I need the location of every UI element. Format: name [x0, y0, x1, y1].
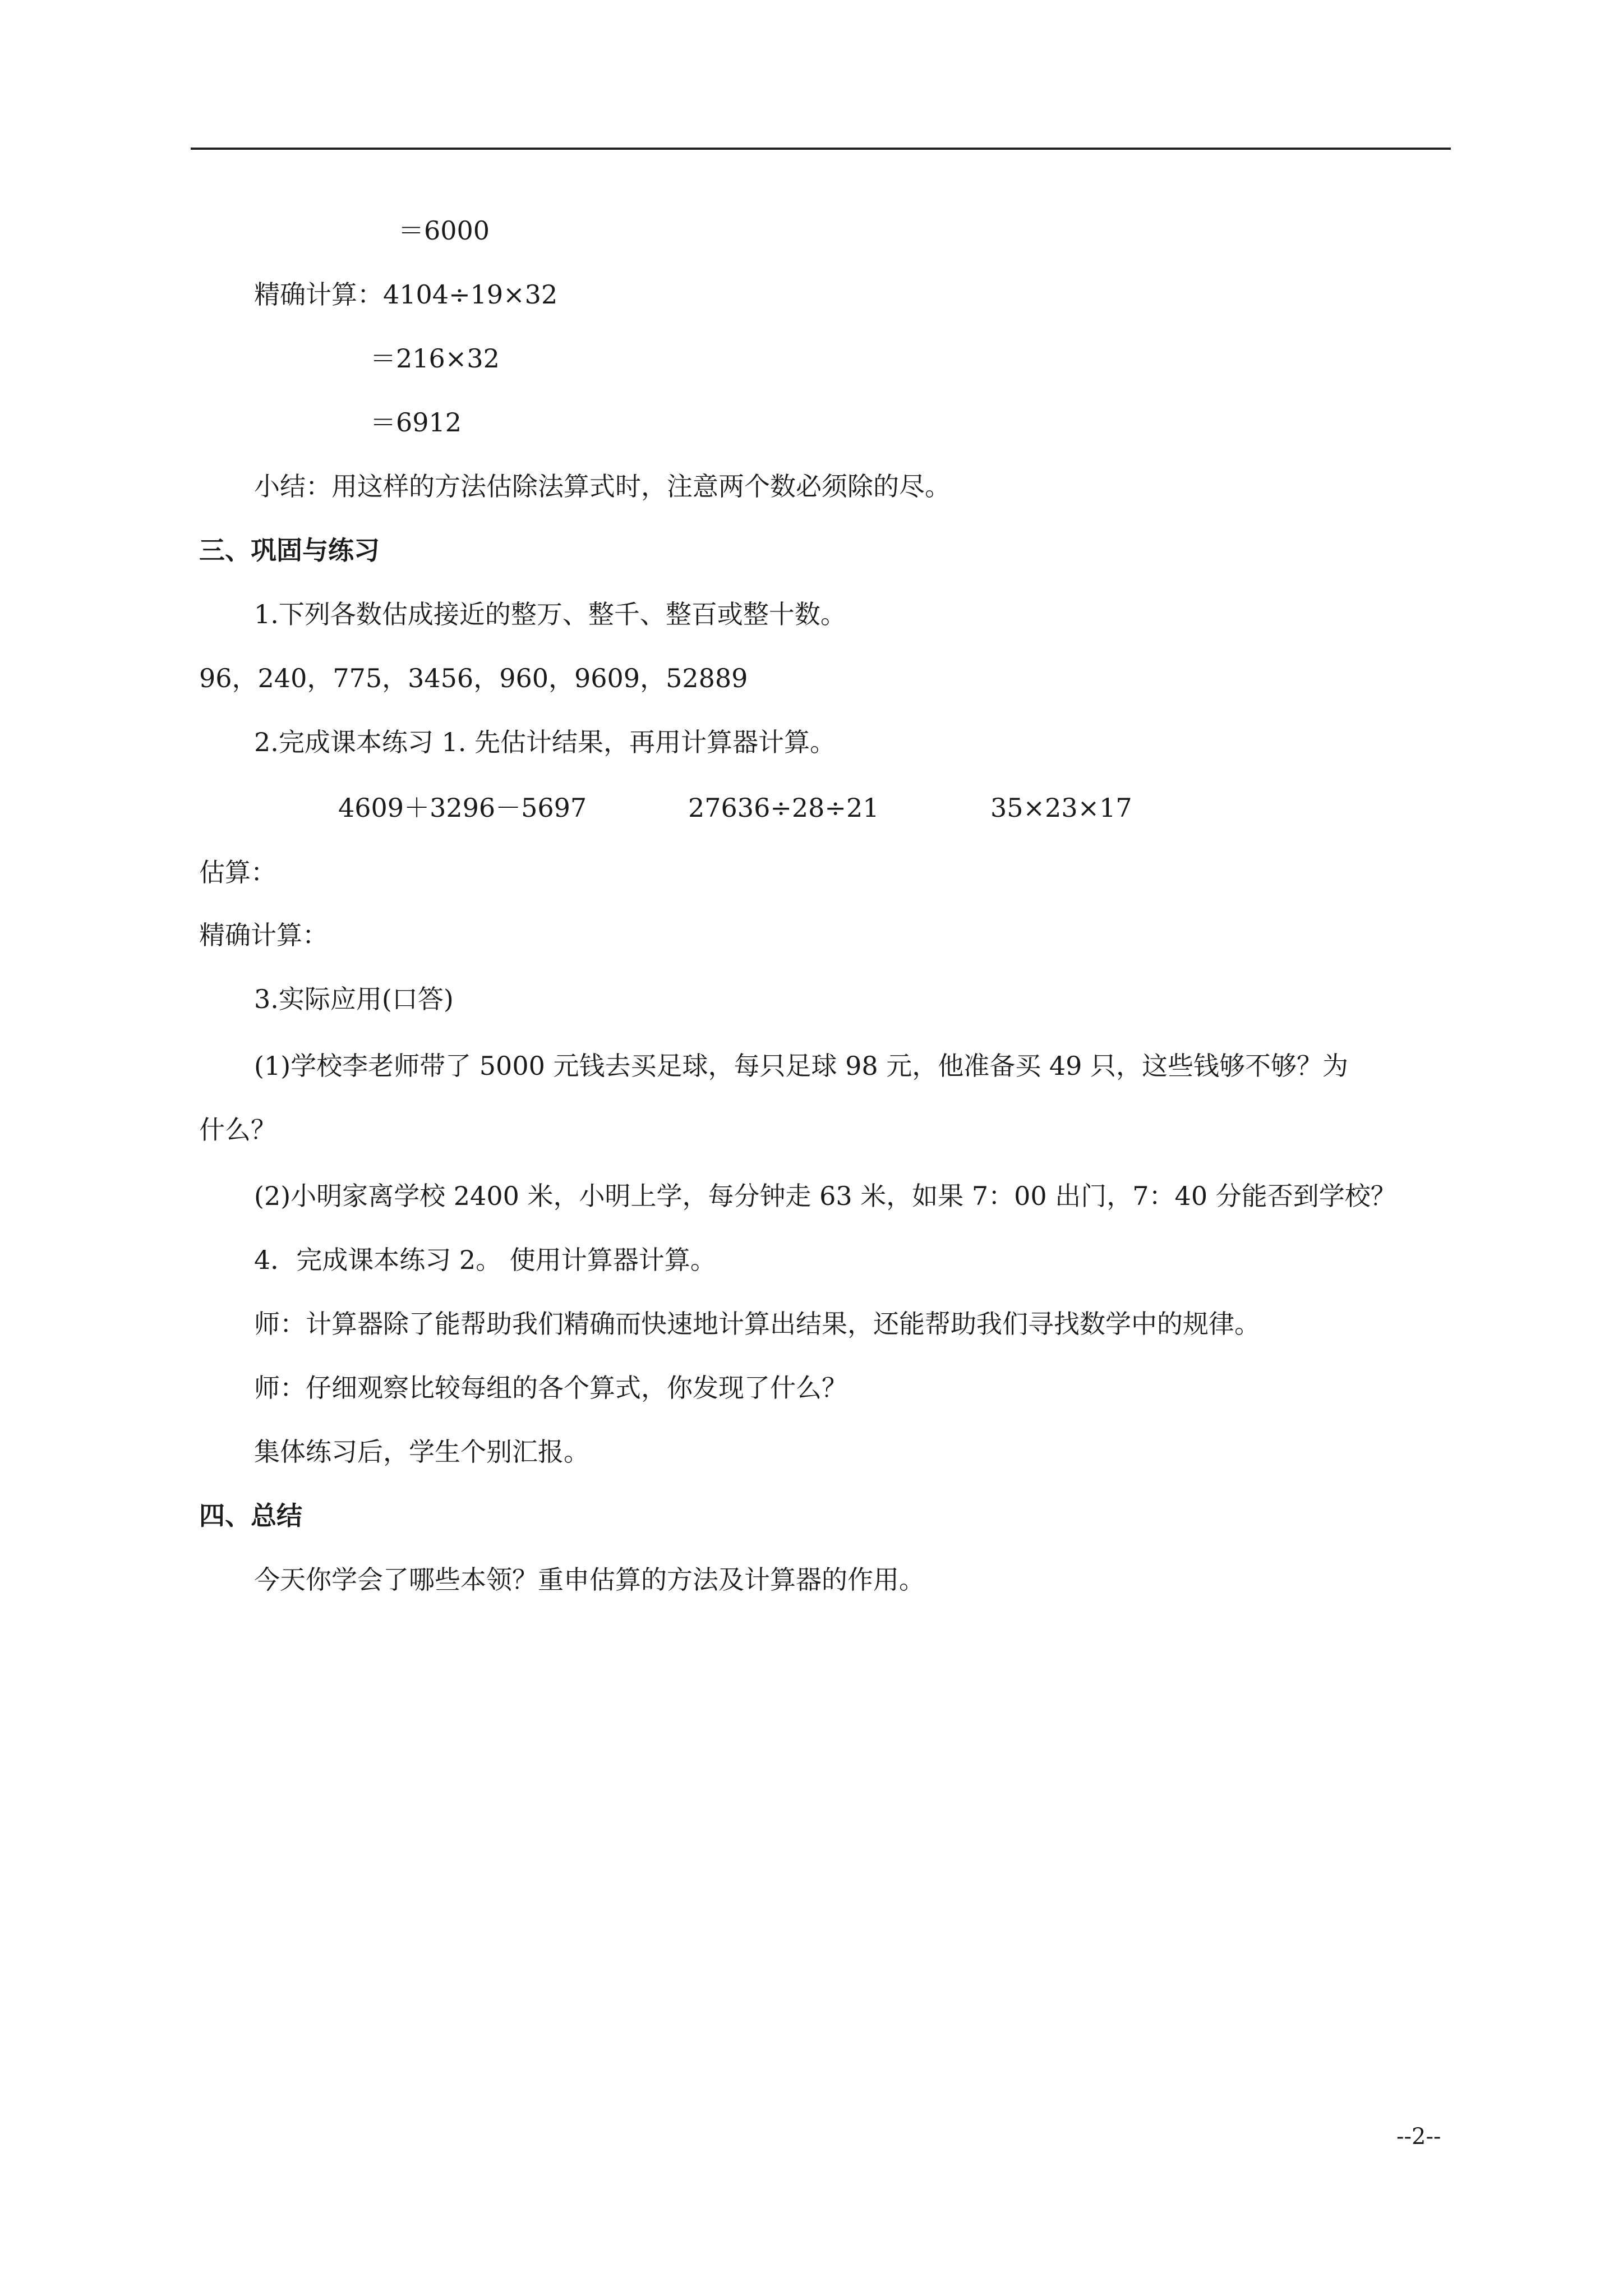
exact-label: 精确计算： — [199, 920, 328, 950]
question-1: (1)学校李老师带了 5000 元钱去买足球，每只足球 98 元，他准备买 49 只，这些钱够不够？为 — [254, 1051, 1349, 1081]
expression-c: 35×23×17 — [990, 793, 1132, 823]
section-heading: 四、总结 — [199, 1501, 302, 1531]
exercise-item: 2.完成课本练习 1. 先估计结果，再用计算器计算。 — [254, 727, 836, 757]
equation-line: ＝6000 — [398, 215, 490, 246]
header-rule — [191, 148, 1451, 150]
equation-line: ＝6912 — [370, 407, 462, 438]
section-heading: 三、巩固与练习 — [199, 535, 380, 565]
teacher-remark: 师：计算器除了能帮助我们精确而快速地计算出结果，还能帮助我们寻找数学中的规律。 — [254, 1309, 1260, 1339]
question-2: (2)小明家离学校 2400 米，小明上学，每分钟走 63 米，如果 7：00 出门，7：40 分能否到学校？ — [254, 1181, 1396, 1211]
exercise-item: 1.下列各数估成接近的整万、整千、整百或整十数。 — [254, 599, 846, 629]
equation-line: ＝216×32 — [370, 343, 500, 374]
exercise-item: 3.实际应用(口答) — [254, 984, 454, 1014]
expression-b: 27636÷28÷21 — [688, 793, 879, 823]
teacher-remark: 师：仔细观察比较每组的各个算式，你发现了什么？ — [254, 1373, 847, 1403]
page-number: --2-- — [1396, 2124, 1441, 2150]
summary-note: 小结：用这样的方法估除法算式时，注意两个数必须除的尽。 — [254, 471, 951, 501]
estimate-label: 估算： — [199, 857, 276, 887]
group-report: 集体练习后，学生个别汇报。 — [254, 1437, 589, 1467]
conclusion-text: 今天你学会了哪些本领？重申估算的方法及计算器的作用。 — [254, 1565, 925, 1595]
number-list: 96，240，775，3456，960，9609，52889 — [199, 663, 748, 693]
exact-calculation-line: 精确计算：4104÷19×32 — [254, 279, 558, 310]
exercise-item: 4．完成课本练习 2。 使用计算器计算。 — [254, 1245, 716, 1275]
question-1-continued: 什么？ — [199, 1115, 276, 1145]
expression-a: 4609＋3296－5697 — [338, 793, 587, 823]
